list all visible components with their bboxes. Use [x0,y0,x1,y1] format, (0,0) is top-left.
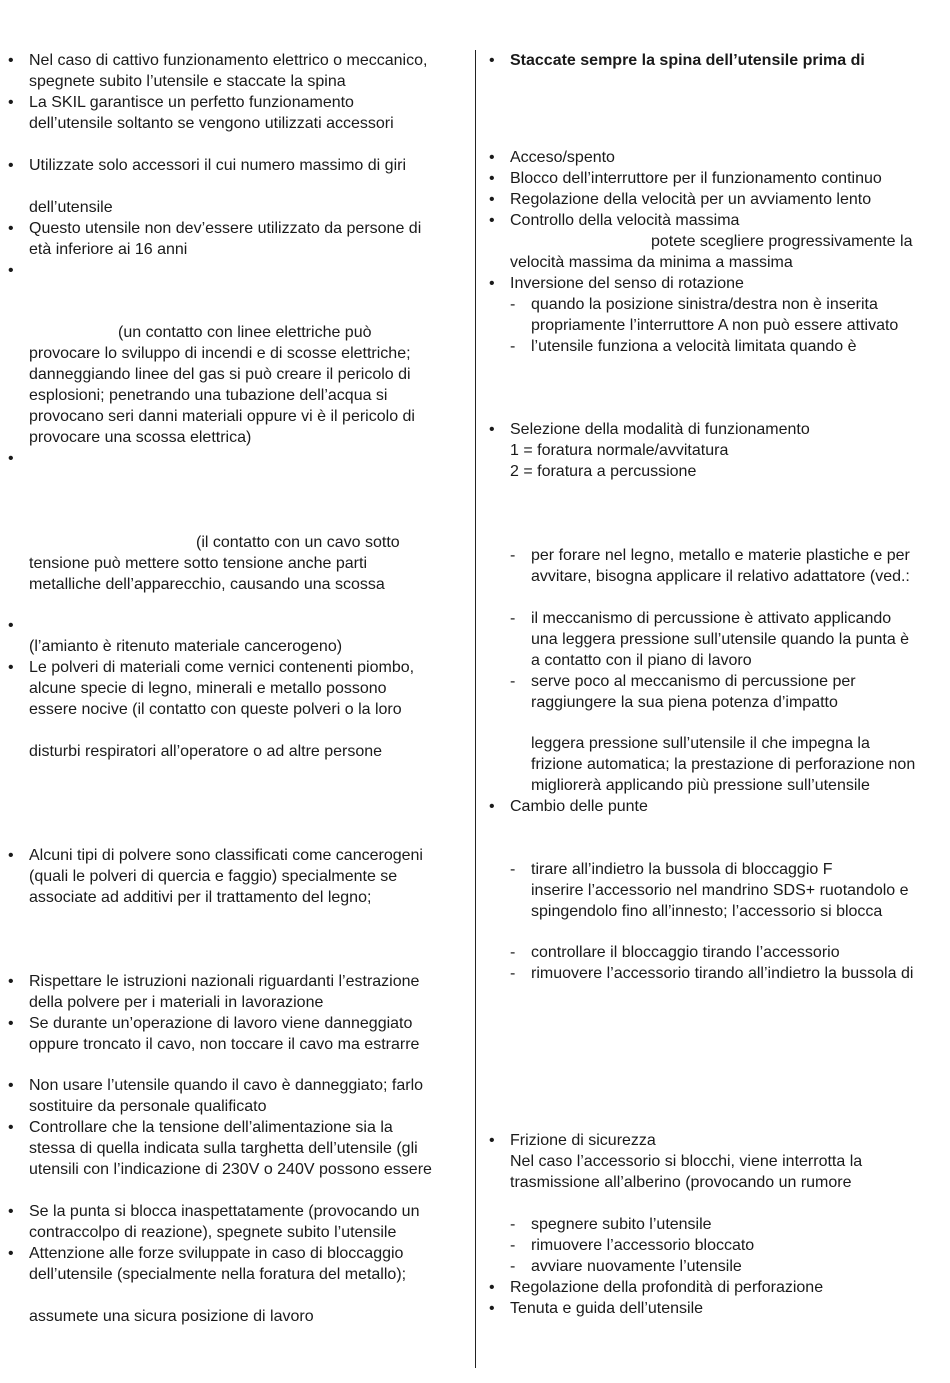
text-line: rimuovere l’accessorio bloccato [531,1237,755,1254]
dash-marker: - [510,338,516,355]
text-line: serve poco al meccanismo di percussione per [531,673,856,690]
text-line: 2 = foratura a percussione [510,463,697,480]
text-line: Staccate sempre la spina dell’utensile prima di [510,52,865,69]
text-line: 1 = foratura normale/avvitatura [510,442,729,459]
text-line: spegnete subito l’utensile e staccate la spina [29,73,346,90]
text-line: migliorerà applicando più pressione sull’utensile [531,777,870,794]
bullet-marker: • [8,617,14,634]
bullet-marker: • [8,262,14,279]
dash-marker: - [510,1258,516,1275]
text-line: La SKIL garantisce un perfetto funzionamento [29,94,354,111]
text-line: disturbi respiratori all’operatore o ad altre persone [29,743,383,760]
dash-marker: - [510,1216,516,1233]
dash-marker: - [510,673,516,690]
bullet-marker: • [489,1300,495,1317]
text-line: provocano seri danni materiali oppure vi è il pericolo di [29,408,415,425]
text-line: spingendolo fino all’innesto; l’accessorio si blocca [531,903,883,920]
bullet-marker: • [8,1077,14,1094]
text-line: Selezione della modalità di funzionamento [510,421,810,438]
text-line: spegnere subito l’utensile [531,1216,712,1233]
bullet-marker: • [489,798,495,815]
text-line: alcune specie di legno, minerali e metallo possono [29,680,387,697]
text-line: per forare nel legno, metallo e materie plastiche e per [531,547,910,564]
bullet-marker: • [489,1279,495,1296]
text-line: dell’utensile soltanto se vengono utilizzati accessori [29,115,394,132]
bullet-marker: • [489,52,495,69]
text-line: potete scegliere progressivamente la [651,233,913,250]
text-line: provocare una scossa elettrica) [29,429,252,446]
text-line: Questo utensile non dev’essere utilizzato da persone di [29,220,422,237]
text-line: rimuovere l’accessorio tirando all’indietro la bussola di [531,965,914,982]
text-line: Rispettare le istruzioni nazionali riguardanti l’estrazione [29,973,420,990]
text-line: Inversione del senso di rotazione [510,275,744,292]
text-line: Tenuta e guida dell’utensile [510,1300,704,1317]
text-line: provocare lo sviluppo di incendi e di scosse elettriche; [29,345,411,362]
text-line: Cambio delle punte [510,798,648,815]
text-line: Nel caso di cattivo funzionamento elettrico o meccanico, [29,52,428,69]
text-line: quando la posizione sinistra/destra non è inserita [531,296,878,313]
text-line: Controllo della velocità massima [510,212,740,229]
text-line: Controllare che la tensione dell’alimentazione sia la [29,1119,393,1136]
text-line: propriamente l’interruttore A non può essere attivato [531,317,899,334]
dash-marker: - [510,610,516,627]
bullet-marker: • [489,191,495,208]
bullet-marker: • [8,1119,14,1136]
dash-marker: - [510,944,516,961]
text-line: dell’utensile (specialmente nella foratura del metallo); [29,1266,407,1283]
text-line: leggera pressione sull’utensile il che impegna la [531,735,870,752]
text-line: trasmissione all’alberino (provocando un rumore [510,1174,852,1191]
dash-marker: - [510,1237,516,1254]
text-line: Utilizzate solo accessori il cui numero massimo di giri [29,157,407,174]
text-line: stessa di quella indicata sulla targhetta dell’utensile (gli [29,1140,418,1157]
text-line: frizione automatica; la prestazione di perforazione non [531,756,916,773]
text-line: Attenzione alle forze sviluppate in caso di bloccaggio [29,1245,404,1262]
bullet-marker: • [489,1132,495,1149]
text-line: Regolazione della velocità per un avviamento lento [510,191,872,208]
text-line: (un contatto con linee elettriche può [118,324,372,341]
bullet-marker: • [8,847,14,864]
text-line: una leggera pressione sull’utensile quando la punta è [531,631,910,648]
text-line: associate ad additivi per il trattamento del legno; [29,889,372,906]
bullet-marker: • [8,1203,14,1220]
dash-marker: - [510,296,516,313]
dash-marker: - [510,965,516,982]
text-line: l’utensile funziona a velocità limitata quando è [531,338,857,355]
text-line: della polvere per i materiali in lavorazione [29,994,324,1011]
bullet-marker: • [489,170,495,187]
text-line: dell’utensile [29,199,113,216]
text-line: (l’amianto è ritenuto materiale cancerogeno) [29,638,343,655]
text-line: Acceso/spento [510,149,615,166]
text-line: contraccolpo di reazione), spegnete subito l’utensile [29,1224,397,1241]
bullet-marker: • [8,659,14,676]
text-line: il meccanismo di percussione è attivato applicando [531,610,892,627]
text-line: a contatto con il piano di lavoro [531,652,752,669]
bullet-marker: • [8,94,14,111]
text-line: Se la punta si blocca inaspettatamente (provocando un [29,1203,420,1220]
text-line: tirare all’indietro la bussola di bloccaggio F [531,861,833,878]
text-line: Regolazione della profondità di perforazione [510,1279,824,1296]
bullet-marker: • [8,1245,14,1262]
text-line: raggiungere la sua piena potenza d’impatto [531,694,838,711]
text-line: danneggiando linee del gas si può creare il pericolo di [29,366,411,383]
dash-marker: - [510,547,516,564]
text-line: inserire l’accessorio nel mandrino SDS+ ruotandolo e [531,882,909,899]
text-line: oppure troncato il cavo, non toccare il cavo ma estrarre [29,1036,420,1053]
text-line: Frizione di sicurezza [510,1132,656,1149]
text-line: Alcuni tipi di polvere sono classificati come cancerogeni [29,847,423,864]
text-line: (quali le polveri di quercia e faggio) specialmente se [29,868,398,885]
text-line: esplosioni; penetrando una tubazione dell’acqua si [29,387,388,404]
text-line: Se durante un’operazione di lavoro viene danneggiato [29,1015,413,1032]
text-line: utensili con l’indicazione di 230V o 240V possono essere [29,1161,432,1178]
text-line: controllare il bloccaggio tirando l’accessorio [531,944,840,961]
bullet-marker: • [8,220,14,237]
text-line: età inferiore ai 16 anni [29,241,188,258]
text-line: sostituire da personale qualificato [29,1098,267,1115]
text-line: Non usare l’utensile quando il cavo è danneggiato; farlo [29,1077,424,1094]
text-line: essere nocive (il contatto con queste polveri o la loro [29,701,402,718]
bullet-marker: • [489,421,495,438]
text-line: Le polveri di materiali come vernici contenenti piombo, [29,659,415,676]
text-line: avviare nuovamente l’utensile [531,1258,742,1275]
bullet-marker: • [489,212,495,229]
text-line: Nel caso l’accessorio si blocchi, viene interrotta la [510,1153,863,1170]
bullet-marker: • [489,275,495,292]
bullet-marker: • [489,149,495,166]
bullet-marker: • [8,157,14,174]
text-line: metalliche dell’apparecchio, causando una scossa [29,576,385,593]
column-divider [475,50,476,1368]
text-line: assumete una sicura posizione di lavoro [29,1308,314,1325]
text-line: velocità massima da minima a massima [510,254,793,271]
bullet-marker: • [8,973,14,990]
dash-marker: - [510,861,516,878]
text-line: (il contatto con un cavo sotto [196,534,400,551]
bullet-marker: • [8,1015,14,1032]
text-line: tensione può mettere sotto tensione anche parti [29,555,367,572]
bullet-marker: • [8,450,14,467]
text-line: avvitare, bisogna applicare il relativo adattatore (ved.: [531,568,910,585]
bullet-marker: • [8,52,14,69]
text-line: Blocco dell’interruttore per il funzionamento continuo [510,170,882,187]
